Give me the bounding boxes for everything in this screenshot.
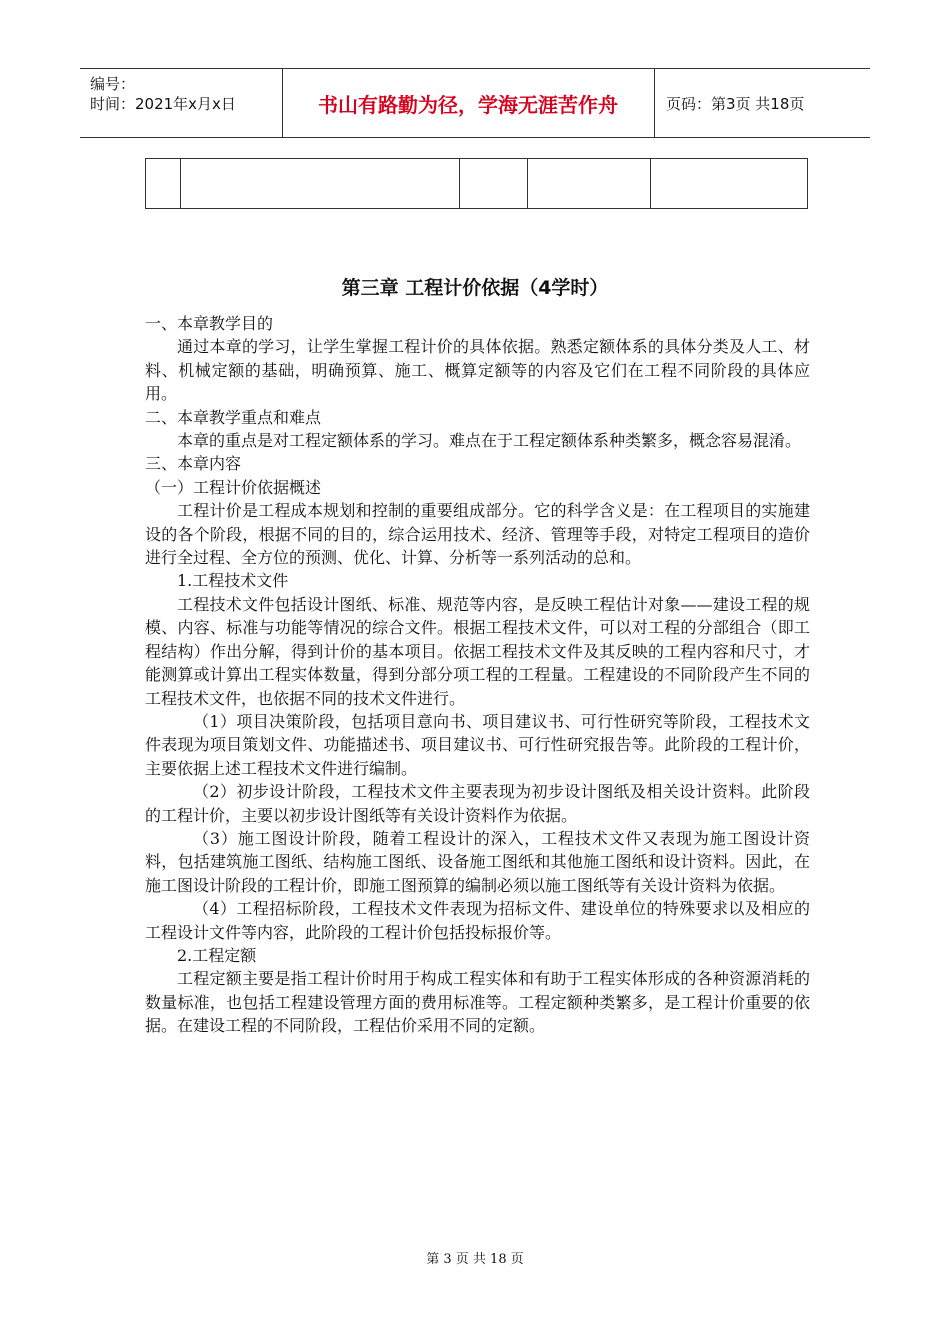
table-cell [460,159,528,209]
list-item: （2）初步设计阶段，工程技术文件主要表现为初步设计图纸及相关设计资料。此阶段的工程计价，主要以初步设计图纸等有关设计资料作为依据。 [145,782,810,825]
table-cell [181,159,460,209]
header-motto: 书山有路勤为径，学海无涯苦作舟 [282,69,655,137]
paragraph: 本章的重点是对工程定额体系的学习。难点在于工程定额体系种类繁多，概念容易混淆。 [177,431,802,451]
item-heading: 1.工程技术文件 [177,571,289,591]
paragraph: 工程技术文件包括设计图纸、标准、规范等内容，是反映工程估计对象——建设工程的规模、内容、标准与功能等情况的综合文件。根据工程技术文件，可以对工程的分部组合（即工程结构）作出分解，得到计价的基本项目。依据工程技术文件及其反映的工程内容和尺寸，才能测算或计算出工程实体数量，得到分部分项工程的工程量。工程建设的不同阶段产生不同的工程技术文件，也依据不同的技术文件进行。 [145,594,810,708]
paragraph: 工程定额主要是指工程计价时用于构成工程实体和有助于工程实体形成的各种资源消耗的数量标准，也包括工程建设管理方面的费用标准等。工程定额种类繁多，是工程计价重要的依据。在建设工程的不同阶段，工程估价采用不同的定额。 [145,969,810,1036]
subsection-heading: （一）工程计价依据概述 [145,477,322,497]
header-page-info: 页码：第3页 共18页 [666,94,805,113]
list-item: （4）工程招标阶段，工程技术文件表现为招标文件、建设单位的特殊要求以及相应的工程设计文件等内容，此阶段的工程计价包括投标报价等。 [145,899,810,942]
table-cell [528,159,651,209]
page-footer: 第 3 页 共 18 页 [426,1252,524,1267]
section-heading: 一、本章教学目的 [145,314,274,333]
section-heading: 三、本章内容 [145,454,242,474]
paragraph: 工程计价是工程成本规划和控制的重要组成部分。它的科学含义是：在工程项目的实施建设的各个阶段，根据不同的目的，综合运用技术、经济、管理等手段，对特定工程项目的造价进行全过程、全方位的预测、优化、计算、分析等一系列活动的总和。 [145,501,810,568]
item-heading: 2.工程定额 [177,945,257,965]
document-body [145,312,810,1038]
table-cell [146,159,181,209]
list-item: （1）项目决策阶段，包括项目意向书、项目建议书、可行性研究等阶段，工程技术文件表现为项目策划文件、功能描述书、项目建议书、可行性研究报告等。此阶段的工程计价，主要依据上述工程技术文件进行编制。 [145,711,810,778]
empty-table [145,158,808,209]
page-header [80,68,870,138]
list-item: （3）施工图设计阶段，随着工程设计的深入，工程技术文件又表现为施工图设计资料，包括建筑施工图纸、结构施工图纸、设备施工图纸和其他施工图纸和设计资料。因此，在施工图设计阶段的工程计价，即施工图预算的编制必须以施工图纸等有关设计资料为依据。 [145,828,810,895]
chapter-title: 第三章 工程计价依据（4学时） [341,277,609,299]
time-label: 时间：2021年x月x日 [90,95,236,113]
section-heading: 二、本章教学重点和难点 [145,407,322,427]
number-label: 编号： [90,75,136,93]
paragraph: 通过本章的学习，让学生掌握工程计价的具体依据。熟悉定额体系的具体分类及人工、材料、机械定额的基础，明确预算、施工、概算定额等的内容及它们在工程不同阶段的具体应用。 [145,337,810,404]
header-meta [80,69,283,137]
table-cell [651,159,808,209]
